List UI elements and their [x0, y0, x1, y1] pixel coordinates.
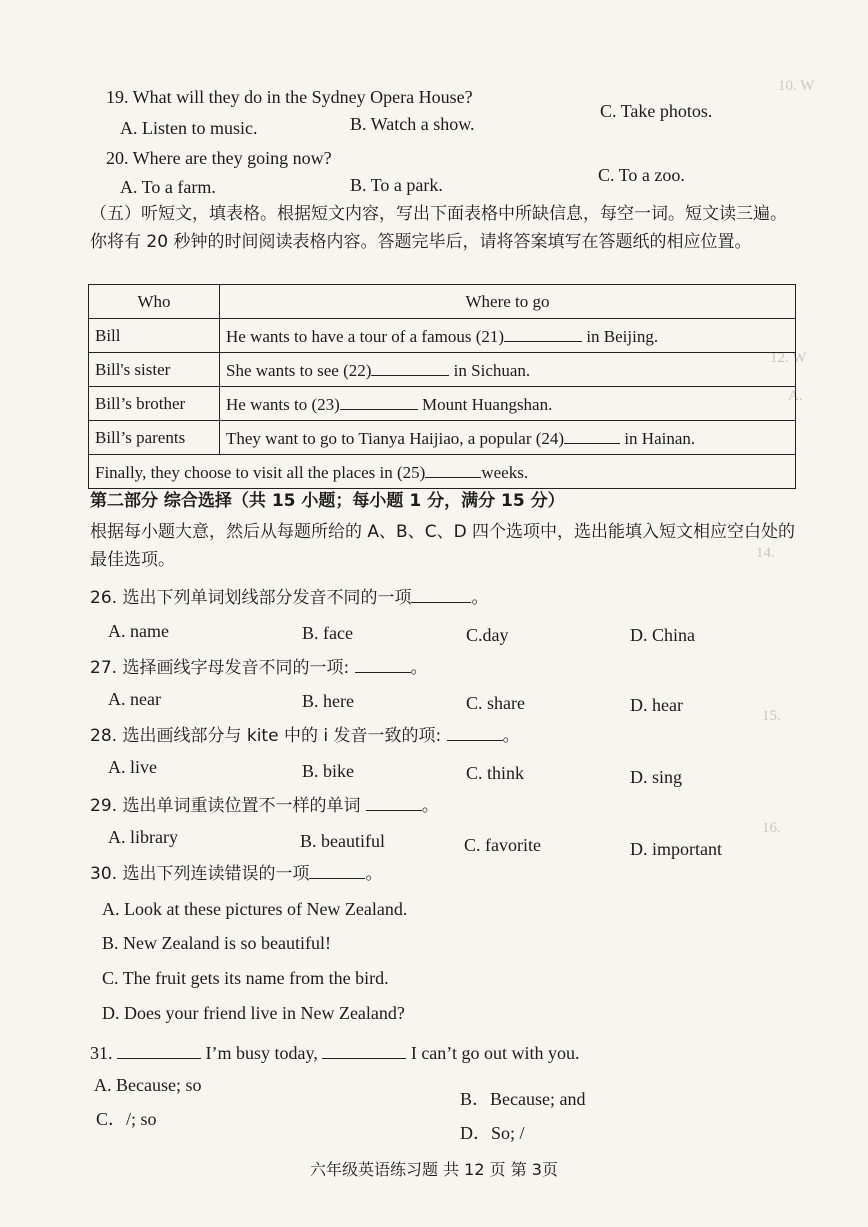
- table-row: [89, 319, 796, 353]
- table-row: [89, 455, 796, 489]
- bleed-through-text: 10. W: [778, 78, 815, 94]
- who-cell: Bill's sister: [89, 353, 220, 387]
- q28-option-b: B. bike: [302, 761, 354, 781]
- answer-blank-31b[interactable]: [322, 1042, 406, 1059]
- answer-blank-30[interactable]: [309, 862, 365, 879]
- q19-option-b: B. Watch a show.: [350, 114, 475, 134]
- bleed-through-text: 16.: [762, 820, 781, 836]
- q20-option-c: C. To a zoo.: [598, 165, 685, 185]
- bleed-through-text: 15.: [762, 708, 781, 724]
- question-19: 19. What will they do in the Sydney Opera House?: [106, 87, 473, 107]
- question-text: 27. 选择画线字母发音不同的一项:: [90, 658, 350, 678]
- q20-option-b: B. To a park.: [350, 175, 443, 195]
- question-number: 31.: [90, 1043, 113, 1063]
- question-end: 。: [471, 588, 489, 608]
- part-2-instructions: 根据每小题大意，然后从每题所给的 A、B、C、D 四个选项中，选出能填入短文相应空白处的最佳选项。: [90, 522, 796, 570]
- table-header-row: [89, 285, 796, 319]
- part-2-title: 第二部分 综合选择（共 15 小题；每小题 1 分，满分 15 分）: [90, 491, 565, 511]
- question-end: 。: [502, 726, 520, 746]
- q29-option-a: A. library: [108, 827, 178, 847]
- section-5-instructions: （五）听短文，填表格。根据短文内容，写出下面表格中所缺信息，每空一词。短文读三遍。你将有 20 秒钟的时间阅读表格内容。答题完毕后，请将答案填写在答题纸的相应位置。: [90, 204, 787, 252]
- q26-option-a: A. name: [108, 621, 169, 641]
- q31-option-a: A. Because; so: [94, 1075, 202, 1095]
- q29-option-b: B. beautiful: [300, 831, 385, 851]
- where-text: in Hainan.: [624, 428, 696, 448]
- q26-option-b: B. face: [302, 623, 353, 643]
- where-cell: [220, 353, 796, 387]
- q26-option-d: D. China: [630, 625, 695, 645]
- where-text: in Sichuan.: [453, 360, 531, 380]
- question-end: 。: [410, 658, 428, 678]
- header-who: Who: [89, 285, 220, 319]
- q29-option-c: C. favorite: [464, 835, 541, 855]
- question-27: [90, 656, 428, 679]
- question-text: 26. 选出下列单词划线部分发音不同的一项: [90, 588, 412, 608]
- answer-blank-25[interactable]: [425, 461, 481, 478]
- where-text: They want to go to Tianya Haijiao, a popular (24): [226, 428, 565, 448]
- question-end: 。: [365, 864, 383, 884]
- where-text: in Beijing.: [586, 326, 659, 346]
- where-text: He wants to (23): [226, 394, 340, 414]
- bleed-through-text: A.: [788, 388, 803, 404]
- where-text: He wants to have a tour of a famous (21): [226, 326, 505, 346]
- fill-in-table: [88, 284, 796, 489]
- question-28: [90, 724, 520, 747]
- q19-option-a: A. Listen to music.: [120, 118, 258, 138]
- q29-option-d: D. important: [630, 839, 722, 859]
- answer-blank-23[interactable]: [340, 393, 418, 410]
- answer-blank-31a[interactable]: [117, 1042, 201, 1059]
- answer-blank-26[interactable]: [411, 586, 471, 603]
- question-30: [90, 862, 382, 885]
- q27-option-c: C. share: [466, 693, 525, 713]
- where-text: She wants to see (22): [226, 360, 372, 380]
- page-footer: [0, 1157, 868, 1180]
- question-26: [90, 586, 488, 609]
- final-cell: [89, 455, 796, 489]
- answer-blank-24[interactable]: [564, 427, 620, 444]
- question-20: 20. Where are they going now?: [106, 148, 332, 168]
- answer-blank-29[interactable]: [366, 794, 422, 811]
- q30-option-d: D. Does your friend live in New Zealand?: [102, 1003, 405, 1023]
- q30-option-c: C. The fruit gets its name from the bird.: [102, 968, 389, 988]
- q31-option-b: B．Because; and: [460, 1089, 586, 1109]
- question-text: I can’t go out with you.: [410, 1043, 580, 1063]
- table-row: [89, 353, 796, 387]
- answer-blank-27[interactable]: [355, 656, 411, 673]
- who-cell: Bill: [89, 319, 220, 353]
- q27-option-a: A. near: [108, 689, 161, 709]
- final-text: weeks.: [481, 462, 529, 482]
- answer-blank-21[interactable]: [504, 325, 582, 342]
- q26-option-c: C.day: [466, 625, 509, 645]
- footer-text: 六年级英语练习题 共 12 页 第 3页: [310, 1160, 558, 1179]
- q19-option-c: C. Take photos.: [600, 101, 713, 121]
- question-29: [90, 794, 439, 817]
- question-text: 28. 选出画线部分与 kite 中的 i 发音一致的项:: [90, 726, 442, 746]
- bleed-through-text: 14.: [756, 545, 775, 561]
- question-text: 30. 选出下列连读错误的一项: [90, 864, 310, 884]
- final-text: Finally, they choose to visit all the places in (25): [95, 462, 426, 482]
- q31-option-d: D．So; /: [460, 1123, 525, 1143]
- q28-option-c: C. think: [466, 763, 525, 783]
- question-text: I’m busy today,: [205, 1043, 318, 1063]
- q27-option-b: B. here: [302, 691, 354, 711]
- who-cell: Bill’s parents: [89, 421, 220, 455]
- q28-option-d: D. sing: [630, 767, 683, 787]
- who-cell: Bill’s brother: [89, 387, 220, 421]
- question-text: 29. 选出单词重读位置不一样的单词: [90, 796, 361, 816]
- header-where: Where to go: [220, 285, 796, 319]
- q30-option-a: A. Look at these pictures of New Zealand.: [102, 899, 408, 919]
- table-row: [89, 387, 796, 421]
- q30-option-b: B. New Zealand is so beautiful!: [102, 933, 331, 953]
- answer-blank-22[interactable]: [371, 359, 449, 376]
- question-31: [90, 1042, 579, 1064]
- where-cell: [220, 421, 796, 455]
- question-end: 。: [421, 796, 439, 816]
- q31-option-c: C．/; so: [96, 1109, 157, 1129]
- q28-option-a: A. live: [108, 757, 157, 777]
- answer-blank-28[interactable]: [447, 724, 503, 741]
- where-text: Mount Huangshan.: [422, 394, 553, 414]
- table-row: [89, 421, 796, 455]
- q27-option-d: D. hear: [630, 695, 683, 715]
- where-cell: [220, 387, 796, 421]
- bleed-through-text: 12. W: [770, 350, 807, 366]
- where-cell: [220, 319, 796, 353]
- q20-option-a: A. To a farm.: [120, 177, 216, 197]
